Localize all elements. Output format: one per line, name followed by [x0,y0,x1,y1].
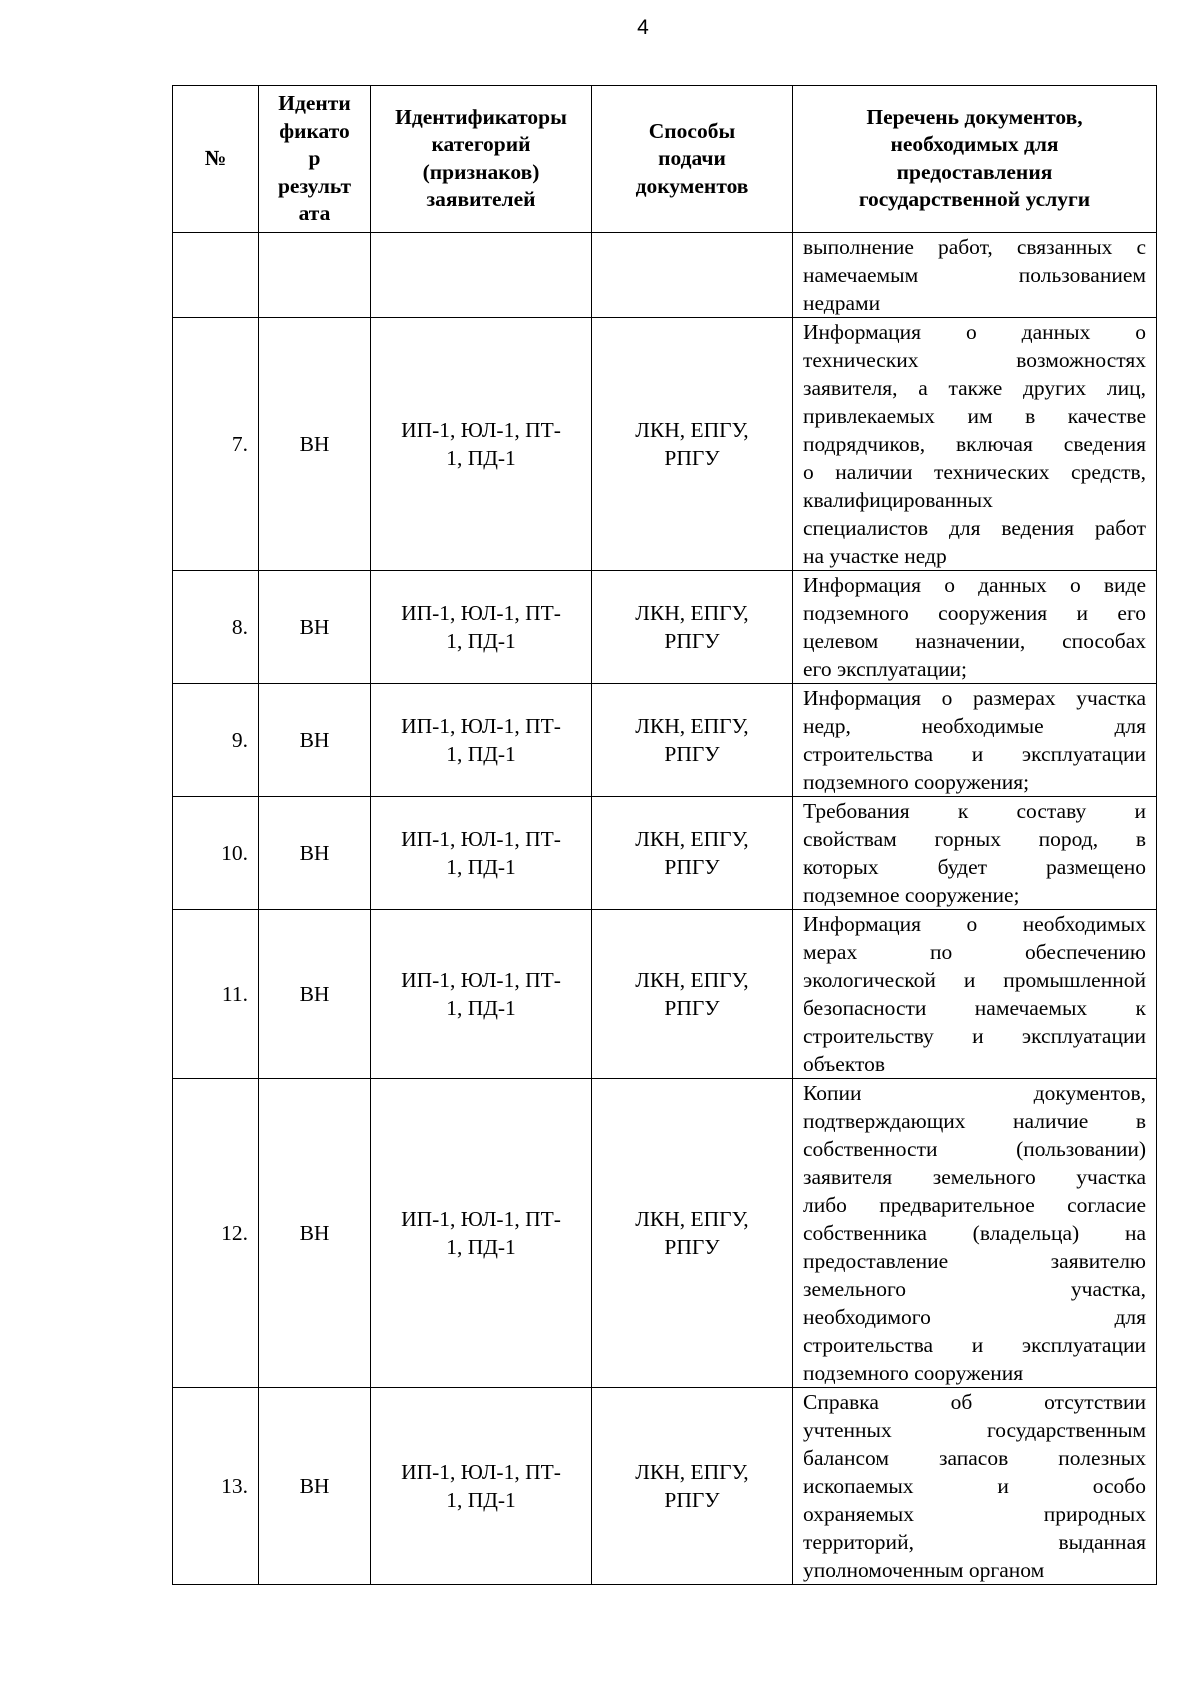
text-line: ата [298,201,331,225]
cell-categories [371,317,592,570]
text-line: мерах по обеспечению [803,939,1146,964]
text-line: р [308,146,321,170]
cell-categories [371,683,592,796]
cell-result-id: ВН [259,909,371,1078]
text-line: предоставления [896,159,1053,184]
cell-methods [592,909,793,1078]
cell-methods [592,683,793,796]
cell-result-id [259,232,371,317]
text-line: строительства и эксплуатации [803,741,1146,766]
text-line: Требования к составу и [803,798,1146,823]
header-result-id [259,86,371,233]
text-line: строительства и эксплуатации [803,1332,1146,1357]
text-line: земельного участка, [803,1276,1146,1301]
cell-documents [793,317,1157,570]
text-line: недр, необходимые для [803,713,1146,738]
cell-result-id: ВН [259,1387,371,1584]
table-row-continuation [173,232,1157,317]
text-line: подземного сооружения; [803,769,1030,794]
text-line: безопасности намечаемых к [803,995,1146,1020]
text-line: территорий, выданная [803,1529,1146,1554]
text-line: подземного сооружения [803,1360,1024,1385]
cell-methods [592,1078,793,1387]
text-line: заявителя земельного участка [803,1164,1146,1189]
text-line: ископаемых и особо [803,1473,1146,1498]
text-line: ИП-1, ЮЛ-1, ПТ- [401,1206,561,1231]
cell-methods [592,1387,793,1584]
text-line: специалистов для ведения работ [803,515,1146,540]
text-line: подземное сооружение; [803,882,1020,907]
text-line: ЛКН, ЕПГУ, [635,1459,749,1484]
table-row [173,570,1157,683]
header-categories [371,86,592,233]
text-line: 1, ПД-1 [446,995,516,1020]
text-line: (признаков) [422,159,540,184]
text-line: Идентификаторы [395,104,567,129]
text-line: фикато [279,118,350,143]
text-line: квалифицированных [803,487,993,512]
cell-result-id: ВН [259,1078,371,1387]
cell-categories [371,570,592,683]
text-line: свойствам горных пород, в [803,826,1146,851]
text-line: экологической и промышленной [803,967,1146,992]
cell-categories [371,909,592,1078]
text-line: собственника (владельца) на [803,1220,1146,1245]
cell-documents [793,796,1157,909]
header-documents [793,86,1157,233]
cell-number: 9. [173,683,259,796]
text-line: его эксплуатации; [803,656,968,681]
cell-number [173,232,259,317]
text-line: технических возможностях [803,347,1146,372]
cell-categories [371,1387,592,1584]
header-methods [592,86,793,233]
cell-methods [592,232,793,317]
text-line: Информация о необходимых [803,911,1146,936]
text-line: балансом запасов полезных [803,1445,1146,1470]
text-line: государственной услуги [858,187,1091,212]
text-line: выполнение работ, связанных с [803,234,1146,259]
text-line: предоставление заявителю [803,1248,1146,1273]
text-line: ИП-1, ЮЛ-1, ПТ- [401,826,561,851]
text-line: 1, ПД-1 [446,854,516,879]
cell-categories [371,1078,592,1387]
cell-result-id: ВН [259,317,371,570]
text-line: категорий [431,132,531,157]
header-number: № [173,86,259,233]
cell-result-id: ВН [259,683,371,796]
cell-methods [592,317,793,570]
table-row [173,1387,1157,1584]
text-line: подрядчиков, включая сведения [803,431,1146,456]
text-line: объектов [803,1051,885,1076]
cell-number: 11. [173,909,259,1078]
text-line: 1, ПД-1 [446,445,516,470]
text-line: РПГУ [664,1487,720,1512]
cell-documents [793,1387,1157,1584]
text-line: ИП-1, ЮЛ-1, ПТ- [401,417,561,442]
text-line: привлекаемых им в качестве [803,403,1146,428]
text-line: ЛКН, ЕПГУ, [635,713,749,738]
text-line: РПГУ [664,741,720,766]
table-row [173,909,1157,1078]
text-line: результ [277,173,352,198]
text-line: охраняемых природных [803,1501,1146,1526]
text-line: Копии документов, [803,1080,1146,1105]
text-line: ИП-1, ЮЛ-1, ПТ- [401,600,561,625]
text-line: Информация о размерах участка [803,685,1146,710]
text-line: либо предварительное согласие [803,1192,1146,1217]
text-line: ИП-1, ЮЛ-1, ПТ- [401,967,561,992]
cell-documents [793,909,1157,1078]
text-line: Справка об отсутствии [803,1389,1146,1414]
text-line: Информация о данных о [803,319,1146,344]
cell-result-id: ВН [259,796,371,909]
text-line: РПГУ [664,995,720,1020]
cell-documents [793,683,1157,796]
text-line: Информация о данных о виде [803,572,1146,597]
text-line: подземного сооружения и его [803,600,1146,625]
cell-number: 10. [173,796,259,909]
cell-methods [592,796,793,909]
table-row [173,796,1157,909]
table-row [173,1078,1157,1387]
text-line: подачи [658,146,726,170]
text-line: необходимых для [890,132,1059,157]
cell-number: 8. [173,570,259,683]
text-line: 1, ПД-1 [446,741,516,766]
documents-table [172,85,1157,1585]
text-line: 1, ПД-1 [446,1487,516,1512]
cell-number: 7. [173,317,259,570]
text-line: РПГУ [664,1234,720,1259]
text-line: ЛКН, ЕПГУ, [635,1206,749,1231]
text-line: недрами [803,290,881,315]
cell-documents [793,570,1157,683]
text-line: строительству и эксплуатации [803,1023,1146,1048]
cell-documents [793,1078,1157,1387]
table-row [173,317,1157,570]
text-line: ЛКН, ЕПГУ, [635,600,749,625]
text-line: ИП-1, ЮЛ-1, ПТ- [401,1459,561,1484]
text-line: Способы [648,118,736,143]
text-line: заявителя, а также других лиц, [803,375,1146,400]
text-line: РПГУ [664,445,720,470]
text-line: целевом назначении, способах [803,628,1146,653]
text-line: ЛКН, ЕПГУ, [635,826,749,851]
text-line: заявителей [426,187,536,212]
cell-result-id: ВН [259,570,371,683]
text-line: ИП-1, ЮЛ-1, ПТ- [401,713,561,738]
text-line: учтенных государственным [803,1417,1146,1442]
text-line: ЛКН, ЕПГУ, [635,417,749,442]
text-line: 1, ПД-1 [446,1234,516,1259]
text-line: Иденти [278,91,351,115]
text-line: РПГУ [664,628,720,653]
text-line: уполномоченным органом [803,1557,1045,1582]
cell-methods [592,570,793,683]
page-number: 4 [637,16,649,39]
cell-number: 12. [173,1078,259,1387]
text-line: Перечень документов, [866,104,1083,129]
text-line: намечаемым пользованием [803,262,1146,287]
text-line: на участке недр [803,543,947,568]
text-line: собственности (пользовании) [803,1136,1146,1161]
cell-categories [371,796,592,909]
cell-number: 13. [173,1387,259,1584]
table-row [173,683,1157,796]
text-line: документов [635,173,749,198]
text-line: которых будет размещено [803,854,1146,879]
text-line: подтверждающих наличие в [803,1108,1146,1133]
cell-documents [793,232,1157,317]
text-line: РПГУ [664,854,720,879]
text-line: необходимого для [803,1304,1146,1329]
cell-categories [371,232,592,317]
text-line: о наличии технических средств, [803,459,1146,484]
text-line: 1, ПД-1 [446,628,516,653]
table-header-row [173,86,1157,233]
text-line: ЛКН, ЕПГУ, [635,967,749,992]
